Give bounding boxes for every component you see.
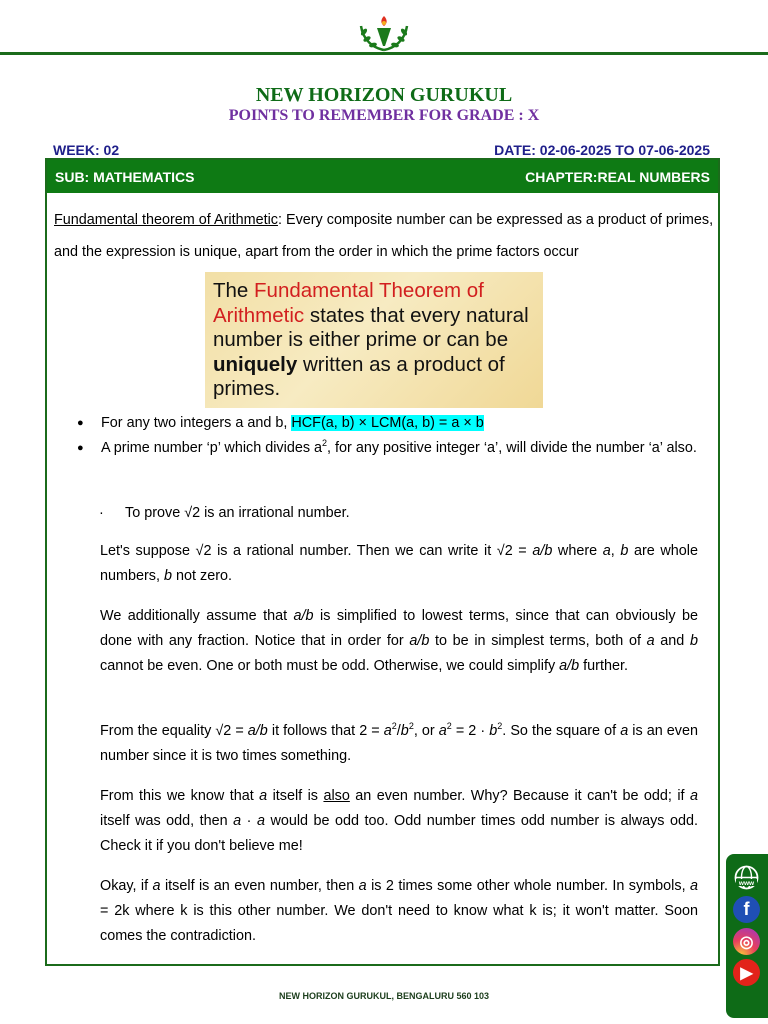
- paragraph-lowest-terms: We additionally assume that a/b is simplified to lowest terms, since that can obviously be done with any fraction. Notice that in order for a/b to be in simplest terms, both of a and b cannot be even. One or both must be odd. Otherwise, we could simplify a/b further.: [100, 608, 698, 674]
- footer-address: NEW HORIZON GURUKUL, BENGALURU 560 103: [278, 991, 490, 1001]
- theorem-box: The Fundamental Theorem of Arithmetic states that every natural number is either prime or can be uniquely written as a product of primes.: [205, 272, 543, 408]
- paragraph-even: From this we know that a itself is also an even number. Why? Because it can't be odd; if a itself was odd, then a · a would be odd too. Odd number times odd number is always odd. Check it if you don't believe me!: [100, 788, 698, 854]
- subject-bar: [47, 160, 718, 193]
- paragraph-contradiction: Okay, if a itself is an even number, then a is 2 times some other whole number. In symbols, a = 2k where k is this other number. We don't need to know what k is; it won't matter. Soon comes the contradiction.: [100, 878, 698, 944]
- date-label: DATE: 02-06-2025 TO 07-06-2025: [494, 142, 710, 158]
- intro-paragraph: Fundamental theorem of Arithmetic: Every composite number can be expressed as a product of primes, and the expression is unique, apart from the order in which the prime factors occur: [54, 212, 714, 260]
- school-name: NEW HORIZON GURUKUL: [255, 84, 513, 106]
- grade-subtitle: POINTS TO REMEMBER FOR GRADE : X: [228, 107, 540, 124]
- bullet-list: [77, 411, 712, 461]
- paragraph-suppose: Let's suppose √2 is a rational number. Then we can write it √2 = a/b where a, b are whole numbers, b not zero.: [100, 543, 698, 584]
- facebook-icon[interactable]: f: [733, 896, 760, 923]
- subject-label: SUB: MATHEMATICS: [55, 168, 195, 185]
- list-item: ● A prime number ‘p’ which divides $a^2$, for any positive integer ‘a’, will divide the number ‘a’ also.: [77, 436, 712, 461]
- header-rule: [0, 52, 768, 55]
- youtube-icon[interactable]: ▶: [733, 959, 760, 986]
- social-bar: [726, 854, 768, 1018]
- list-item: ● For any two integers a and b, HCF(a, b) × LCM(a, b) = a × b: [77, 411, 712, 436]
- content-frame: [45, 158, 720, 966]
- prove-heading: · To prove √2 is an irrational number.: [99, 505, 350, 521]
- school-logo-icon: [355, 12, 413, 54]
- website-icon[interactable]: [733, 864, 760, 891]
- intro-term: Fundamental theorem of Arithmetic: [54, 212, 278, 228]
- instagram-icon[interactable]: ◎: [733, 928, 760, 955]
- highlighted-formula: HCF(a, b) × LCM(a, b) = a × b: [291, 415, 484, 431]
- svg-text:www: www: [738, 880, 755, 887]
- chapter-label: CHAPTER:REAL NUMBERS: [525, 168, 710, 185]
- paragraph-equality: From the equality √2 = a/b it follows that $2 = a^2/b^2$, or $a^2 = 2 \cdot b^2$. So the square of a is an even number since it is two times something.: [100, 721, 698, 764]
- meta-row: [53, 142, 710, 158]
- week-label: WEEK: 02: [53, 142, 120, 158]
